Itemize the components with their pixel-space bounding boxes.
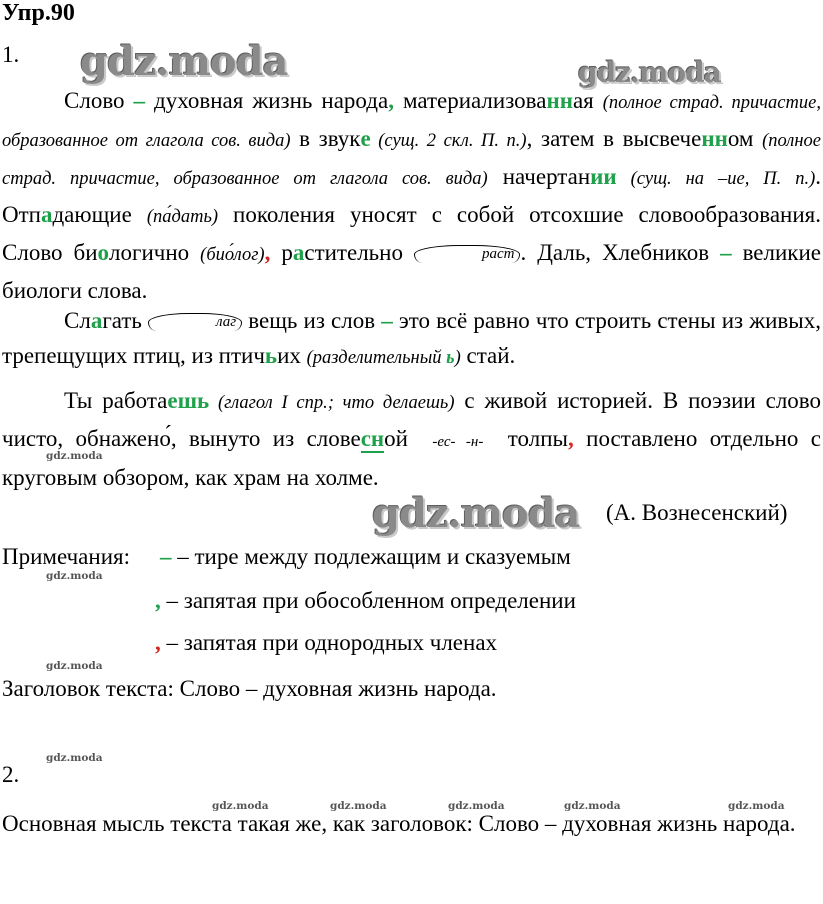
- note-comma-green: , – запятая при обособленном определении: [155, 588, 576, 613]
- watermark-small: gdz.moda: [46, 450, 103, 462]
- watermark-top-left: gdz.moda: [80, 38, 288, 85]
- author: (А. Вознесенский): [606, 500, 788, 525]
- watermark-small: gdz.moda: [46, 752, 103, 764]
- watermark-small: gdz.moda: [46, 570, 103, 582]
- exercise-title: Упр.90: [2, 0, 75, 26]
- section-number-1: 1.: [2, 42, 20, 67]
- watermark-top-right: gdz.moda: [578, 56, 721, 89]
- watermark-small: gdz.moda: [330, 800, 387, 812]
- watermark-center: gdz.moda: [372, 490, 580, 537]
- notes-label: Примечания:: [2, 544, 130, 569]
- watermark-small: gdz.moda: [46, 660, 103, 672]
- morpheme-mark: -ес- -н-: [432, 434, 484, 450]
- title-statement: Заголовок текста: Слово – духовная жизнь народа.: [2, 676, 497, 701]
- root-mark: лаг: [148, 313, 242, 331]
- watermark-small: gdz.moda: [564, 800, 621, 812]
- paragraph-2: Слагать лаг вещь из слов – это всё равно что строить стены из живых, трепещущих птиц, из птичьих (разделительный ь) стай.: [2, 308, 821, 368]
- root-mark: раст: [414, 245, 521, 263]
- watermark-small: gdz.moda: [448, 800, 505, 812]
- main-idea: Основная мысль текста такая же, как заголовок: Слово – духовная жизнь народа.: [2, 811, 796, 836]
- watermark-small: gdz.moda: [728, 800, 785, 812]
- paragraph-3: Ты работаешь (глагол I спр.; что делаешь) с живой историей. В поэзии слово чисто, обнажено́, вынуто из словесной -ес- -н- толпы, поставлено отдельно с круговым обзором, как храм на холме.: [2, 388, 822, 490]
- note-comma-red: , – запятая при однородных членах: [155, 630, 498, 655]
- note-dash: – – тире между подлежащим и сказуемым: [160, 544, 571, 569]
- watermark-small: gdz.moda: [212, 800, 269, 812]
- section-number-2: 2.: [2, 762, 20, 787]
- paragraph-1: Слово – духовная жизнь народа, материализованная (полное страд. причастие, образованное от глагола сов. вида) в звуке (сущ. 2 скл. П. п.), затем в высвеченном (полное страд. причастие, образованное от глагола сов. вида) начертании (сущ. на –ие, П. п.). Отпадающие (па́дать) поколения уносят с собой отсохшие словообразования. Слово биологично (био́лог), растительно раст . Даль, Хлебников – великие биологи слова.: [2, 88, 822, 303]
